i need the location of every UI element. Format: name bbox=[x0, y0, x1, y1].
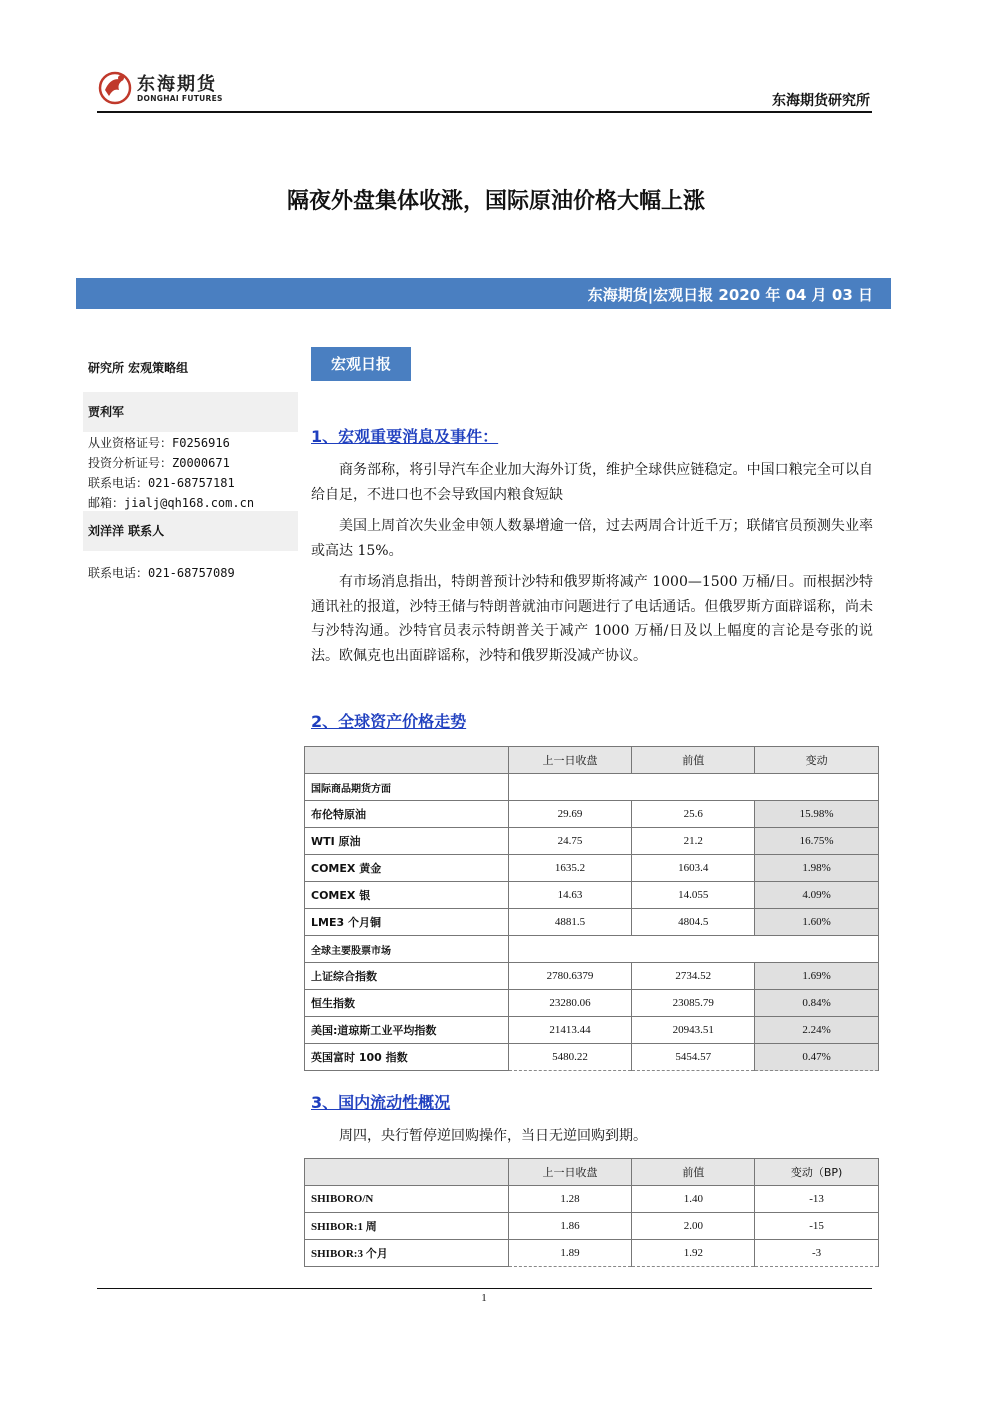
table-cell: 1.86 bbox=[508, 1213, 632, 1240]
table-cell: 2.24% bbox=[755, 1017, 879, 1044]
institute-name: 东海期货研究所 bbox=[772, 93, 870, 109]
table-cell: 24.75 bbox=[508, 828, 632, 855]
report-title: 隔夜外盘集体收涨，国际原油价格大幅上涨 bbox=[286, 189, 705, 214]
row-label: COMEX 黄金 bbox=[305, 855, 509, 882]
report-tag: 宏观日报 bbox=[311, 347, 411, 381]
header-cell: 前值 bbox=[632, 747, 755, 774]
logo-cn-text: 东海期货 bbox=[137, 74, 217, 95]
table-cell: 20943.51 bbox=[632, 1017, 755, 1044]
table-cell: 1.89 bbox=[508, 1240, 632, 1267]
table-cell: 2780.6379 bbox=[508, 963, 632, 990]
header-cell: 变动（BP) bbox=[755, 1159, 879, 1186]
table-row bbox=[305, 801, 879, 828]
table-cell: 23085.79 bbox=[632, 990, 755, 1017]
table-cell: 16.75% bbox=[755, 828, 879, 855]
table-cell: 1.98% bbox=[755, 855, 879, 882]
header-cell: 上一日收盘 bbox=[508, 1159, 632, 1186]
table-cell: 1.28 bbox=[508, 1186, 632, 1213]
table-cell: 15.98% bbox=[755, 801, 879, 828]
table-cell: 1635.2 bbox=[508, 855, 632, 882]
row-label: 美国:道琼斯工业平均指数 bbox=[305, 1017, 509, 1044]
section1-title: 1、宏观重要消息及事件： bbox=[311, 427, 499, 446]
logo-en-text: DONGHAI FUTURES bbox=[137, 94, 223, 103]
table-row bbox=[305, 1044, 879, 1071]
analyst1-email[interactable]: 邮箱：jialj@qh168.com.cn bbox=[88, 496, 255, 510]
header-cell bbox=[305, 747, 509, 774]
table-cell: 1.69% bbox=[755, 963, 879, 990]
row-label: SHIBOR:1 周 bbox=[305, 1213, 509, 1240]
table-cell: 1.40 bbox=[632, 1186, 755, 1213]
header-cell bbox=[305, 1159, 509, 1186]
banner-text: 东海期货|宏观日报 2020 年 04 月 03 日 bbox=[587, 286, 873, 304]
header-cell: 变动 bbox=[755, 747, 879, 774]
table-cell: 25.6 bbox=[632, 801, 755, 828]
analyst1-name: 贾利军 bbox=[83, 392, 298, 432]
table-row bbox=[305, 990, 879, 1017]
header-rule bbox=[97, 111, 872, 113]
table-cell: 2734.52 bbox=[632, 963, 755, 990]
table-cell: 14.63 bbox=[508, 882, 632, 909]
table-group-row bbox=[305, 936, 879, 963]
row-label: COMEX 银 bbox=[305, 882, 509, 909]
table-row bbox=[305, 1186, 879, 1213]
table-cell: 5454.57 bbox=[632, 1044, 755, 1071]
analyst1-invest-cert: 投资分析证号：Z0000671 bbox=[88, 456, 230, 470]
table-row bbox=[305, 963, 879, 990]
table-row bbox=[305, 828, 879, 855]
group-label: 全球主要股票市场 bbox=[305, 936, 509, 963]
section1-para-3: 有市场消息指出，特朗普预计沙特和俄罗斯将减产 1000—1500 万桶/日。而根据沙特通讯社的报道，沙特王储与特朗普就油市问题进行了电话通话。但俄罗斯方面辟谣称，尚未与沙特沟通。沙特官员表示特朗普关于减产 1000 万桶/日及以上幅度的言论是夸张的说法。欧佩克也出面辟谣称，沙特和俄罗斯没减产协议。 bbox=[311, 574, 873, 664]
table-cell: -3 bbox=[755, 1240, 879, 1267]
table-row bbox=[305, 1017, 879, 1044]
row-label: 上证综合指数 bbox=[305, 963, 509, 990]
section1-para-2: 美国上周首次失业金申领人数暴增逾一倍，过去两周合计近千万；联储官员预测失业率或高达 15%。 bbox=[311, 518, 873, 559]
table-header-row bbox=[305, 1159, 879, 1186]
section3-title: 3、国内流动性概况 bbox=[311, 1093, 451, 1112]
asset-price-table bbox=[304, 746, 879, 1071]
table-cell: 0.84% bbox=[755, 990, 879, 1017]
table-cell: -15 bbox=[755, 1213, 879, 1240]
analyst1-info bbox=[88, 433, 254, 513]
page-number: 1 bbox=[481, 1292, 487, 1304]
table-row bbox=[305, 1240, 879, 1267]
row-label: 英国富时 100 指数 bbox=[305, 1044, 509, 1071]
analyst2-info bbox=[88, 563, 235, 583]
table-cell: 29.69 bbox=[508, 801, 632, 828]
table-cell: 21.2 bbox=[632, 828, 755, 855]
section1-para-1: 商务部称，将引导汽车企业加大海外订货，维护全球供应链稳定。中国口粮完全可以自给自足，不进口也不会导致国内粮食短缺 bbox=[311, 462, 873, 503]
table-cell: 0.47% bbox=[755, 1044, 879, 1071]
section2-title: 2、全球资产价格走势 bbox=[311, 712, 467, 731]
header-cell: 上一日收盘 bbox=[508, 747, 632, 774]
row-label: SHIBORO/N bbox=[305, 1186, 509, 1213]
table-cell: 4804.5 bbox=[632, 909, 755, 936]
analyst1-cert: 从业资格证号：F0256916 bbox=[88, 436, 230, 450]
table-row bbox=[305, 882, 879, 909]
table-cell: 21413.44 bbox=[508, 1017, 632, 1044]
table-cell: 2.00 bbox=[632, 1213, 755, 1240]
liquidity-table bbox=[304, 1158, 879, 1267]
table-cell: 1.92 bbox=[632, 1240, 755, 1267]
row-label: LME3 个月铜 bbox=[305, 909, 509, 936]
table-row bbox=[305, 1213, 879, 1240]
row-label: 恒生指数 bbox=[305, 990, 509, 1017]
research-group: 研究所 宏观策略组 bbox=[88, 361, 189, 375]
company-logo bbox=[97, 68, 232, 108]
table-cell: 23280.06 bbox=[508, 990, 632, 1017]
table-group-row bbox=[305, 774, 879, 801]
empty-cell bbox=[508, 774, 878, 801]
table-header-row bbox=[305, 747, 879, 774]
table-cell: 5480.22 bbox=[508, 1044, 632, 1071]
table-row bbox=[305, 855, 879, 882]
footer-rule bbox=[97, 1288, 872, 1289]
report-banner bbox=[76, 278, 891, 309]
row-label: SHIBOR:3 个月 bbox=[305, 1240, 509, 1267]
header-cell: 前值 bbox=[632, 1159, 755, 1186]
dragon-logo-icon bbox=[97, 68, 133, 106]
table-row bbox=[305, 909, 879, 936]
table-cell: 14.055 bbox=[632, 882, 755, 909]
group-label: 国际商品期货方面 bbox=[305, 774, 509, 801]
section3-para: 周四，央行暂停逆回购操作，当日无逆回购到期。 bbox=[339, 1128, 647, 1144]
table-cell: 1.60% bbox=[755, 909, 879, 936]
row-label: WTI 原油 bbox=[305, 828, 509, 855]
empty-cell bbox=[508, 936, 878, 963]
analyst2-phone: 联系电话：021-68757089 bbox=[88, 566, 235, 580]
row-label: 布伦特原油 bbox=[305, 801, 509, 828]
analyst1-phone: 联系电话：021-68757181 bbox=[88, 476, 235, 490]
analyst2-name: 刘洋洋 联系人 bbox=[83, 511, 298, 551]
table-cell: 1603.4 bbox=[632, 855, 755, 882]
table-cell: -13 bbox=[755, 1186, 879, 1213]
table-cell: 4.09% bbox=[755, 882, 879, 909]
table-cell: 4881.5 bbox=[508, 909, 632, 936]
